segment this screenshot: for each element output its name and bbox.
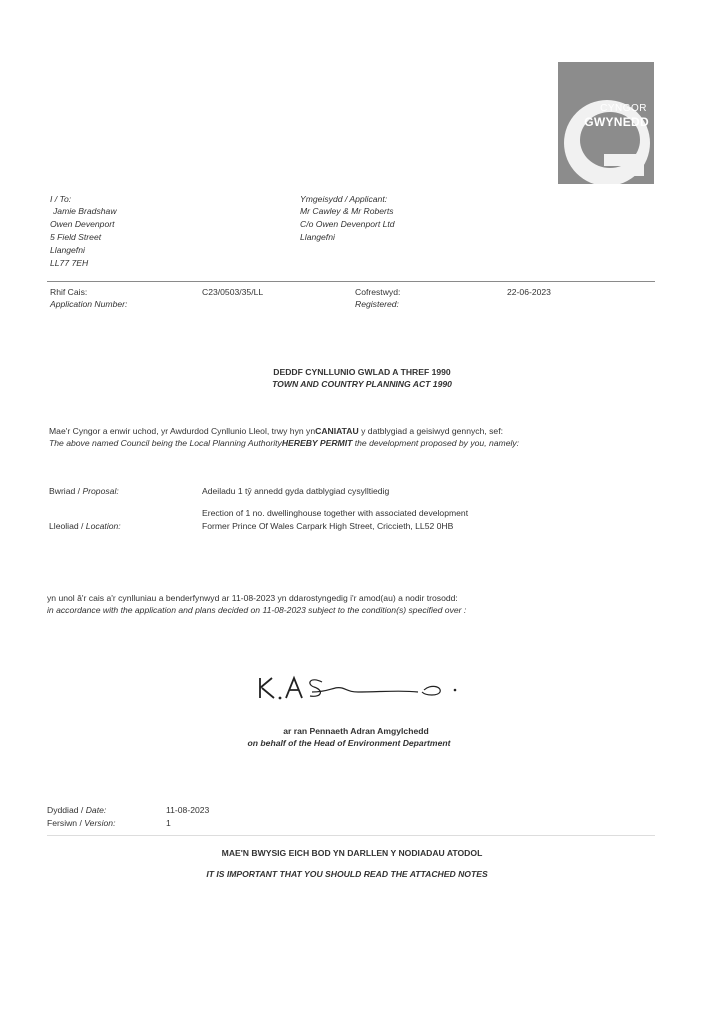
footer-divider (47, 835, 655, 836)
on-behalf-en: on behalf of the Head of Environment Department (247, 738, 451, 748)
notice-cy: MAE'N BWYSIG EICH BOD YN DARLLEN Y NODIADAU ATODOL (221, 848, 483, 858)
logo-text-gwynedd: GWYNEDD (584, 115, 649, 129)
act-title-cy: DEDDF CYNLLUNIO GWLAD A THREF 1990 (273, 367, 451, 377)
applicant-name: Mr Cawley & Mr Roberts (300, 206, 394, 216)
app-number-label-cy: Rhif Cais: (50, 287, 88, 297)
location-text: Former Prince Of Wales Carpark High Street, Criccieth, LL52 0HB (202, 521, 454, 531)
applicant-town: Llangefni (300, 232, 335, 242)
to-label: I / To: (50, 194, 72, 204)
to-town: Llangefni (50, 245, 85, 255)
proposal-text-cy: Adeiladu 1 tŷ annedd gyda datblygiad cysylltiedig (202, 486, 390, 496)
accordance-en: in accordance with the application and plans decided on 11-08-2023 subject to the condition(s) specified over : (47, 605, 467, 615)
registered-label-en: Registered: (355, 299, 399, 309)
to-name: Jamie Bradshaw (53, 206, 117, 216)
permit-keyword-cy: CANIATAU (315, 426, 359, 436)
app-number-value: C23/0503/35/LL (202, 287, 264, 297)
signature (250, 668, 460, 708)
on-behalf-cy: ar ran Pennaeth Adran Amgylchedd (283, 726, 429, 736)
to-postcode: LL77 7EH (50, 258, 89, 268)
logo-text-cyngor: CYNGOR (600, 103, 647, 114)
to-street: 5 Field Street (50, 232, 102, 242)
registered-label-cy: Cofrestwyd: (355, 287, 401, 297)
permit-keyword-en: HEREBY PERMIT (281, 438, 353, 448)
divider (47, 281, 655, 282)
applicant-company: C/o Owen Devenport Ltd (300, 219, 395, 229)
permit-statement-cy: Mae'r Cyngor a enwir uchod, yr Awdurdod Cynllunio Lleol, trwy hyn ynCANIATAU y datblygiad a geisiwyd gennych, sef: (49, 426, 503, 436)
permit-statement-en: The above named Council being the Local Planning AuthorityHEREBY PERMIT the development proposed by you, namely: (49, 438, 520, 448)
date-value: 11-08-2023 (166, 805, 210, 815)
app-number-label-en: Application Number: (50, 299, 128, 309)
to-company: Owen Devenport (50, 219, 115, 229)
accordance-cy: yn unol â'r cais a'r cynlluniau a benderfynwyd ar 11-08-2023 yn ddarostyngedig i'r amod(au) a nodir trosodd: (47, 593, 458, 603)
applicant-label: Ymgeisydd / Applicant: (300, 194, 388, 204)
date-label: Dyddiad / Date: (47, 805, 107, 815)
version-label: Fersiwn / Version: (47, 818, 116, 828)
act-title-en: TOWN AND COUNTRY PLANNING ACT 1990 (272, 379, 452, 389)
location-label: Lleoliad / Location: (49, 521, 121, 531)
council-logo (558, 62, 654, 184)
version-value: 1 (166, 818, 171, 828)
registered-date: 22-06-2023 (507, 287, 551, 297)
proposal-label: Bwriad / Proposal: (49, 486, 119, 496)
notice-en: IT IS IMPORTANT THAT YOU SHOULD READ THE ATTACHED NOTES (206, 869, 488, 879)
proposal-text-en: Erection of 1 no. dwellinghouse together with associated development (202, 508, 469, 518)
